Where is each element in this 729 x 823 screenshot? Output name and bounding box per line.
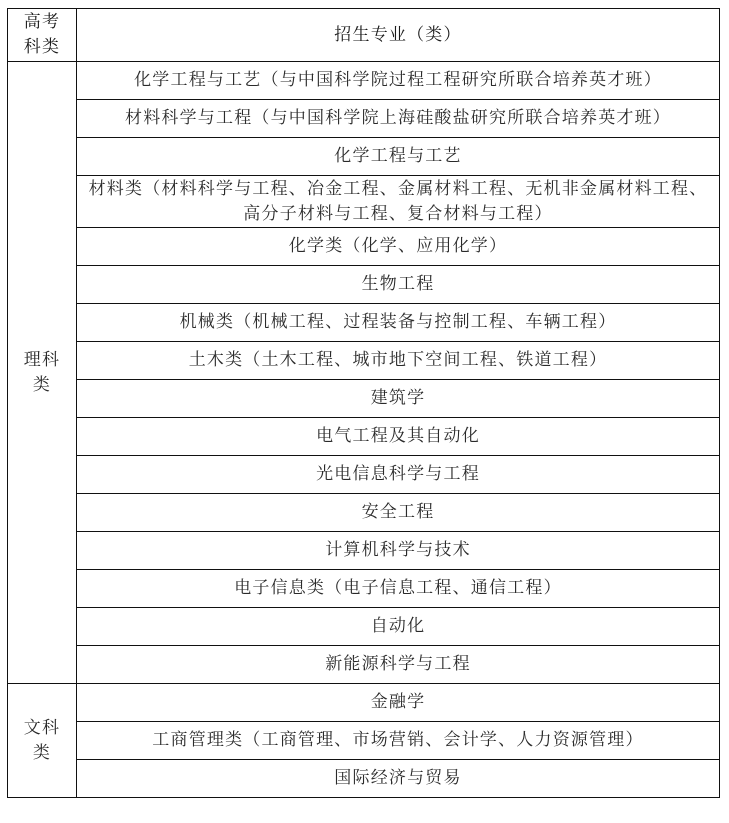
table-row xyxy=(8,570,720,608)
table-row xyxy=(8,722,720,760)
major-cell: 光电信息科学与工程 xyxy=(77,456,720,494)
table-row xyxy=(8,646,720,684)
table-row xyxy=(8,138,720,176)
major-cell: 工商管理类（工商管理、市场营销、会计学、人力资源管理） xyxy=(77,722,720,760)
major-cell: 电气工程及其自动化 xyxy=(77,418,720,456)
major-cell: 计算机科学与技术 xyxy=(77,532,720,570)
table-header-row xyxy=(8,9,720,62)
category-line2: 类 xyxy=(32,374,52,395)
table-row xyxy=(8,62,720,100)
major-cell: 材料科学与工程（与中国科学院上海硅酸盐研究所联合培养英才班） xyxy=(77,100,720,138)
major-cell: 材料类（材料科学与工程、冶金工程、金属材料工程、无机非金属材料工程、高分子材料与工程、复合材料与工程） xyxy=(77,176,720,228)
table-row xyxy=(8,100,720,138)
table-row xyxy=(8,532,720,570)
table-row xyxy=(8,418,720,456)
major-cell: 国际经济与贸易 xyxy=(77,760,720,798)
header-major: 招生专业（类） xyxy=(77,9,720,62)
major-cell: 生物工程 xyxy=(77,266,720,304)
major-cell: 土木类（土木工程、城市地下空间工程、铁道工程） xyxy=(77,342,720,380)
table-row xyxy=(8,760,720,798)
major-cell: 电子信息类（电子信息工程、通信工程） xyxy=(77,570,720,608)
major-cell: 建筑学 xyxy=(77,380,720,418)
category-line1: 理科 xyxy=(23,349,61,370)
table-row xyxy=(8,608,720,646)
table-row xyxy=(8,494,720,532)
header-category-line2: 科类 xyxy=(23,37,61,57)
major-cell: 金融学 xyxy=(77,684,720,722)
table-row xyxy=(8,304,720,342)
category-line1: 文科 xyxy=(23,717,61,738)
table-row xyxy=(8,456,720,494)
major-cell: 机械类（机械工程、过程装备与控制工程、车辆工程） xyxy=(77,304,720,342)
header-exam-category xyxy=(8,9,77,62)
category-cell-science xyxy=(8,62,77,684)
admission-majors-table xyxy=(7,8,720,798)
category-cell-liberal-arts xyxy=(8,684,77,798)
table-row xyxy=(8,342,720,380)
category-line2: 类 xyxy=(32,742,52,763)
table-row xyxy=(8,176,720,228)
major-cell: 新能源科学与工程 xyxy=(77,646,720,684)
major-cell: 化学工程与工艺（与中国科学院过程工程研究所联合培养英才班） xyxy=(77,62,720,100)
major-cell: 安全工程 xyxy=(77,494,720,532)
major-cell: 自动化 xyxy=(77,608,720,646)
table-row xyxy=(8,684,720,722)
major-cell: 化学工程与工艺 xyxy=(77,138,720,176)
header-category-line1: 高考 xyxy=(23,12,61,32)
major-cell: 化学类（化学、应用化学） xyxy=(77,228,720,266)
table-row xyxy=(8,228,720,266)
table-row xyxy=(8,266,720,304)
table-row xyxy=(8,380,720,418)
